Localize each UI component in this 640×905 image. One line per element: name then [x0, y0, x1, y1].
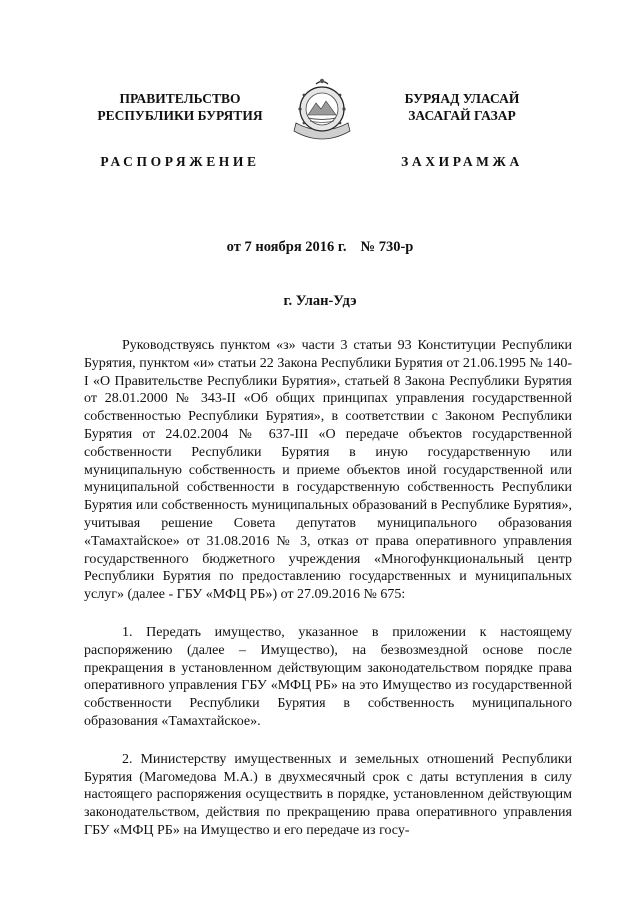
document-date: от 7 ноября 2016 г. — [226, 239, 347, 255]
government-name-bua-line1: БУРЯАД УЛАСАЙ — [404, 91, 520, 106]
header-left-block — [70, 90, 290, 170]
document-body — [84, 337, 572, 840]
document-city: г. Улан-Удэ — [283, 293, 357, 309]
clause-1-paragraph: 1. Передать имущество, указанное в приложении к настоящему распоряжению (далее – Имущество), на безвозмездной основе после прекращения в установленном действующим законодательством порядке права оперативного управления ГБУ «МФЦ РБ» на это Имущество из государственной собственности Республики Бурятия в собственность муниципального образования «Тамахтайское». — [84, 624, 572, 729]
government-name-line2: РЕСПУБЛИКИ БУРЯТИЯ — [97, 108, 263, 123]
buryatia-coat-of-arms-icon — [292, 77, 352, 149]
government-name-line1: ПРАВИТЕЛЬСТВО — [119, 91, 241, 106]
government-name-bua-line2: ЗАСАГАЙ ГАЗАР — [408, 108, 516, 123]
preamble-paragraph: Руководствуясь пунктом «з» части 3 статьи 93 Конституции Республики Бурятия, пунктом «и» статьи 22 Закона Республики Бурятия от 21.06.1995 № 140-I «О Правительстве Республики Бурятия», статьей 8 Закона Республики Бурятия от 28.01.2000 № 343-II «Об общих принципах управления государственной собственностью Республики Бурятия», в соответствии с Законом Республики Бурятия от 24.02.2004 № 637-III «О передаче объектов государственной собственности Республики Бурятия в иную государственную или муниципальную собственность и приеме объектов иной государственной или муниципальной собственности в государственную собственность Республики Бурятия или собственность муниципальных образований в Республике Бурятия», учитывая решение Совета депутатов муниципального образования «Тамахтайское» от 31.08.2016 № 3, отказ от права оперативного управления государственного бюджетного учреждения «Многофункциональный центр Республики Бурятия по предоставлению государственных и муниципальных услуг» (далее - ГБУ «МФЦ РБ») от 27.09.2016 № 675: — [84, 338, 572, 603]
document-type-bua: ЗАХИРАМЖА — [401, 154, 523, 169]
document-number: № 730-р — [360, 239, 414, 255]
document-type-ru: РАСПОРЯЖЕНИЕ — [100, 154, 260, 169]
document-date-number — [0, 239, 640, 256]
header-right-block — [352, 90, 572, 170]
clause-2-paragraph: 2. Министерству имущественных и земельных отношений Республики Бурятия (Магомедова М.А.) в двухмесячный срок с даты вступления в силу настоящего распоряжения осуществить в порядке, установленном действующим законодательством, действия по прекращению права оперативного управления ГБУ «МФЦ РБ» на Имущество и его передаче из госу- — [84, 751, 572, 838]
